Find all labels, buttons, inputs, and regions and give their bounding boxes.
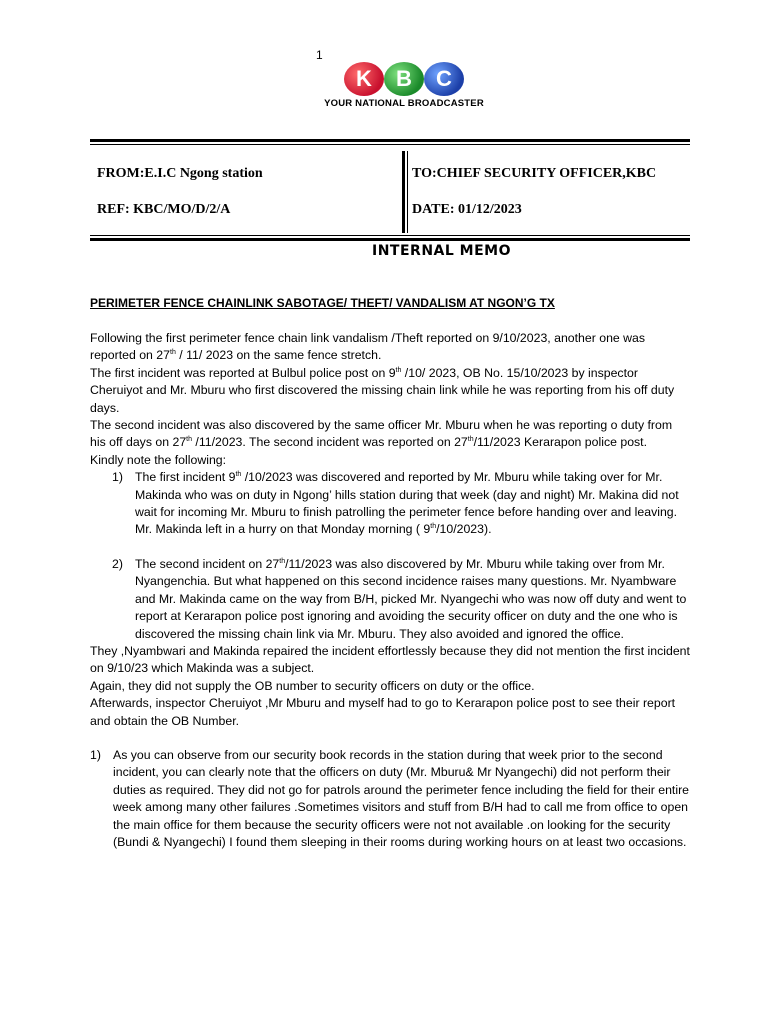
ref-field: REF: KBC/MO/D/2/A [97, 202, 231, 217]
paragraph: Following the first perimeter fence chain link vandalism /Theft reported on 9/10/2023, another one was reported on 27th / 11/ 2023 on the same fence stretch. [90, 331, 646, 363]
kbc-logo [312, 62, 496, 112]
list-item: 2) The second incident on 27th/11/2023 was also discovered by Mr. Mburu while taking over from Mr. Nyangenchia. But what happened on this second incidence raises many questions. Mr. Nyambware and Mr. Makinda came on the way from B/H, picked Mr. Nyangechi who was now off duty and went to report at Kerarapon police post ignoring and avoiding the security officer on duty and the one who is discovered the missing chain link via Mr. Mburu. They also avoided and ignored the office. [112, 556, 687, 641]
date-field: DATE: 01/12/2023 [412, 202, 522, 217]
memo-header [90, 139, 690, 245]
header-divider [402, 151, 408, 233]
header-bottom-rule [90, 235, 690, 241]
memo-subject: PERIMETER FENCE CHAINLINK SABOTAGE/ THEFT/ VANDALISM AT NGON’G TX [90, 296, 555, 310]
header-top-rule [90, 139, 690, 145]
paragraph: The second incident was also discovered by the same officer Mr. Mburu when he was reporting o duty from his off days on 27th /11/2023. The second incident was reported on 27th/11/2023 Kerarapon police post. [90, 418, 673, 450]
paragraph: They ,Nyambwari and Makinda repaired the incident effortlessly because they did not mention the first incident on 9/10/23 which Makinda was a subject. [90, 643, 690, 676]
paragraph: The first incident was reported at Bulbul police post on 9th /10/ 2023, OB No. 15/10/2023 by inspector Cheruiyot and Mr. Mburu who first discovered the missing chain link while he was reporting from his off duty days. [90, 365, 675, 415]
memo-title: INTERNAL MEMO [372, 243, 511, 259]
paragraph: Afterwards, inspector Cheruiyot ,Mr Mburu and myself had to go to Kerarapon police post to see their report and obtain the OB Number. [90, 696, 676, 728]
list-item: 1) As you can observe from our security book records in the station during that week prior to the second incident, you can clearly note that the officers on duty (Mr. Mburu& Mr Nyangechi) did not perform their duties as required. They did not go for patrols around the perimeter fence including the field for their entire week among many other failures .Sometimes visitors and stuff from B/H had to call me from office to open the main office for them because the security officers were not not available .on looking for the security (Bundi & Nyangechi) I found them sleeping in their rooms during working hours on at least two occasions. [90, 747, 690, 849]
memo-body [90, 330, 690, 851]
logo-tagline: YOUR NATIONAL BROADCASTER [324, 98, 484, 109]
logo-letter-c: C [424, 62, 464, 96]
list-item: 1) The first incident 9th /10/2023 was discovered and reported by Mr. Mburu while taking over for Mr. Makinda who was on duty in Ngong’ hills station during that week (day and night) Mr. Makina did not wait for incoming Mr. Mburu to finish patrolling the perimeter fence before handing over and leaving. Mr. Makinda left in a hurry on that Monday morning ( 9th/10/2023). [112, 470, 679, 537]
from-field: FROM:E.I.C Ngong station [97, 166, 263, 181]
page-number: 1 [316, 48, 323, 62]
paragraph: Again, they did not supply the OB number to security officers on duty or the office. [90, 678, 535, 693]
paragraph: Kindly note the following: [90, 452, 227, 467]
to-field: TO:CHIEF SECURITY OFFICER,KBC [412, 166, 657, 181]
logo-letter-b: B [384, 62, 424, 96]
logo-letter-k: K [344, 62, 384, 96]
